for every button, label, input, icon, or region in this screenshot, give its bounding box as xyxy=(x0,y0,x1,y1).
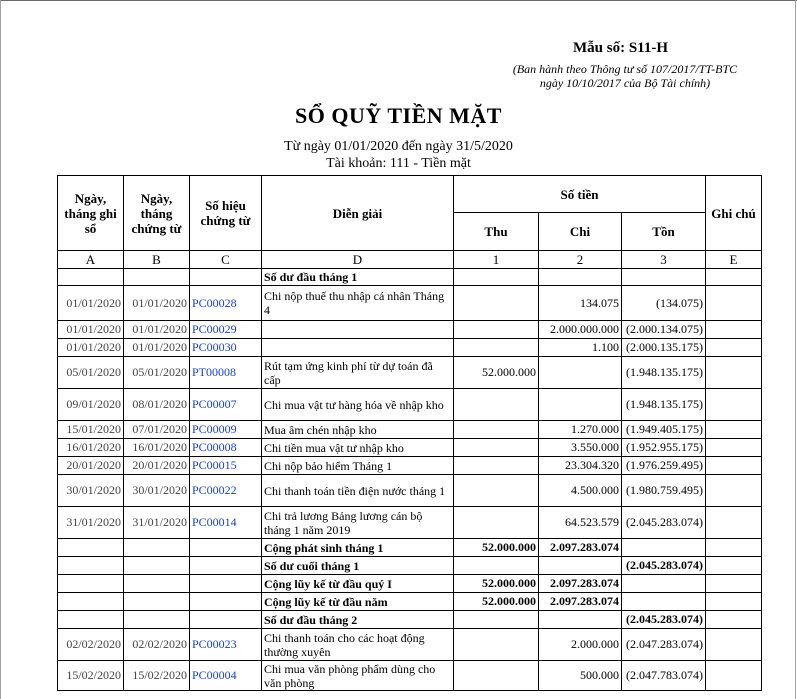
balance-cell xyxy=(622,593,706,611)
entry-date-cell: 20/01/2020 xyxy=(58,457,124,475)
note-cell xyxy=(706,611,762,629)
table-row xyxy=(58,475,762,507)
col-header-receipts: Thu xyxy=(454,213,539,251)
receipts-cell xyxy=(454,629,539,661)
entry-date-cell xyxy=(58,269,124,286)
balance-cell: (2.000.135.175) xyxy=(622,339,706,357)
voucher-no-cell[interactable]: PC00028 xyxy=(190,286,262,321)
voucher-no-cell[interactable]: PT00008 xyxy=(190,357,262,389)
voucher-no-cell[interactable]: PC00014 xyxy=(190,507,262,539)
table-row xyxy=(58,389,762,421)
description-cell: Cộng lũy kế từ đầu quý I xyxy=(262,575,454,593)
receipts-cell xyxy=(454,457,539,475)
note-cell xyxy=(706,629,762,661)
col-header-note: Ghi chú xyxy=(706,176,762,251)
receipts-cell: 52.000.000 xyxy=(454,539,539,557)
note-cell xyxy=(706,507,762,539)
form-code: Mẫu số: S11-H xyxy=(573,40,669,56)
entry-date-cell: 09/01/2020 xyxy=(58,389,124,421)
voucher-date-cell: 05/01/2020 xyxy=(124,357,190,389)
summary-row xyxy=(58,575,762,593)
summary-row xyxy=(58,539,762,557)
receipts-cell: 52.000.000 xyxy=(454,593,539,611)
summary-row xyxy=(58,557,762,575)
table-row xyxy=(58,357,762,389)
receipts-cell xyxy=(454,321,539,339)
entry-date-cell: 02/02/2020 xyxy=(58,629,124,661)
balance-cell: (1.952.955.175) xyxy=(622,439,706,457)
balance-cell: (1.948.135.175) xyxy=(622,357,706,389)
receipts-cell xyxy=(454,389,539,421)
voucher-date-cell: 01/01/2020 xyxy=(124,339,190,357)
page-top-edge xyxy=(0,0,797,1)
entry-date-cell: 01/01/2020 xyxy=(58,286,124,321)
note-cell xyxy=(706,421,762,439)
table-row xyxy=(58,439,762,457)
entry-date-cell: 31/01/2020 xyxy=(58,507,124,539)
description-cell: Chi tiền mua vật tư nhập kho xyxy=(262,439,454,457)
entry-date-cell xyxy=(58,557,124,575)
entry-date-cell: 05/01/2020 xyxy=(58,357,124,389)
note-cell xyxy=(706,357,762,389)
entry-date-cell xyxy=(58,539,124,557)
receipts-cell xyxy=(454,339,539,357)
voucher-date-cell xyxy=(124,593,190,611)
payments-cell: 2.000.000 xyxy=(539,629,622,661)
col-header-balance: Tồn xyxy=(622,213,706,251)
col-header-description: Diễn giải xyxy=(262,176,454,251)
entry-date-cell: 30/01/2020 xyxy=(58,475,124,507)
balance-cell: (1.976.259.495) xyxy=(622,457,706,475)
cash-ledger-table xyxy=(57,175,762,691)
voucher-date-cell: 01/01/2020 xyxy=(124,286,190,321)
note-cell xyxy=(706,269,762,286)
payments-cell: 500.000 xyxy=(539,661,622,691)
balance-cell: (1.948.135.175) xyxy=(622,389,706,421)
balance-cell: (1.980.759.495) xyxy=(622,475,706,507)
payments-cell: 23.304.320 xyxy=(539,457,622,475)
balance-cell: (2.047.783.074) xyxy=(622,661,706,691)
voucher-date-cell: 16/01/2020 xyxy=(124,439,190,457)
account-label: Tài khoản: 111 - Tiền mặt xyxy=(326,156,471,171)
payments-cell: 3.550.000 xyxy=(539,439,622,457)
voucher-no-cell[interactable]: PC00022 xyxy=(190,475,262,507)
issued-note-line-2: ngày 10/10/2017 của Bộ Tài chính) xyxy=(539,76,711,90)
entry-date-cell: 01/01/2020 xyxy=(58,321,124,339)
voucher-no-cell xyxy=(190,593,262,611)
description-cell: Chi nộp thuế thu nhập cá nhân Tháng 4 xyxy=(262,286,454,321)
entry-date-cell: 01/01/2020 xyxy=(58,339,124,357)
entry-date-cell: 15/01/2020 xyxy=(58,421,124,439)
column-letter: C xyxy=(190,251,262,269)
voucher-date-cell: 07/01/2020 xyxy=(124,421,190,439)
voucher-no-cell xyxy=(190,269,262,286)
description-cell: Số dư cuối tháng 1 xyxy=(262,557,454,575)
voucher-no-cell[interactable]: PC00023 xyxy=(190,629,262,661)
payments-cell xyxy=(539,357,622,389)
payments-cell: 2.097.283.074 xyxy=(539,593,622,611)
payments-cell xyxy=(539,557,622,575)
voucher-date-cell xyxy=(124,611,190,629)
payments-cell xyxy=(539,389,622,421)
description-cell: Số dư đầu tháng 1 xyxy=(262,269,454,286)
voucher-date-cell: 30/01/2020 xyxy=(124,475,190,507)
date-range: Từ ngày 01/01/2020 đến ngày 31/5/2020 xyxy=(284,139,513,154)
description-cell: Chi mua văn phòng phẩm dùng cho văn phòng xyxy=(262,661,454,691)
voucher-no-cell[interactable]: PC00008 xyxy=(190,439,262,457)
payments-cell: 1.270.000 xyxy=(539,421,622,439)
voucher-date-cell: 31/01/2020 xyxy=(124,507,190,539)
voucher-no-cell xyxy=(190,611,262,629)
payments-cell: 4.500.000 xyxy=(539,475,622,507)
note-cell xyxy=(706,539,762,557)
voucher-no-cell[interactable]: PC00009 xyxy=(190,421,262,439)
balance-cell: (2.045.283.074) xyxy=(622,611,706,629)
receipts-cell xyxy=(454,557,539,575)
column-letter: E xyxy=(706,251,762,269)
note-cell xyxy=(706,457,762,475)
table-row xyxy=(58,661,762,691)
receipts-cell: 52.000.000 xyxy=(454,357,539,389)
table-row xyxy=(58,507,762,539)
issued-note-line-1: (Ban hành theo Thông tư số 107/2017/TT-BTC xyxy=(512,62,738,76)
description-cell: Chi mua vật tư hàng hóa về nhập kho xyxy=(262,389,454,421)
issued-note xyxy=(440,62,797,90)
voucher-date-cell xyxy=(124,269,190,286)
note-cell xyxy=(706,557,762,575)
voucher-no-cell xyxy=(190,539,262,557)
payments-cell xyxy=(539,269,622,286)
summary-row xyxy=(58,269,762,286)
voucher-date-cell: 15/02/2020 xyxy=(124,661,190,691)
voucher-no-cell xyxy=(190,575,262,593)
payments-cell: 2.097.283.074 xyxy=(539,539,622,557)
note-cell xyxy=(706,475,762,507)
voucher-no-cell[interactable]: PC00007 xyxy=(190,389,262,421)
table-row xyxy=(58,339,762,357)
column-letter-row xyxy=(58,251,762,269)
description-cell: Chi trả lương Bảng lương cán bộ tháng 1 năm 2019 xyxy=(262,507,454,539)
receipts-cell xyxy=(454,475,539,507)
table-row xyxy=(58,321,762,339)
voucher-no-cell[interactable]: PC00004 xyxy=(190,661,262,691)
note-cell xyxy=(706,593,762,611)
payments-cell: 64.523.579 xyxy=(539,507,622,539)
balance-cell: (134.075) xyxy=(622,286,706,321)
voucher-date-cell xyxy=(124,539,190,557)
description-cell xyxy=(262,339,454,357)
receipts-cell xyxy=(454,439,539,457)
column-letter: A xyxy=(58,251,124,269)
description-cell: Số dư đầu tháng 2 xyxy=(262,611,454,629)
entry-date-cell xyxy=(58,593,124,611)
receipts-cell xyxy=(454,611,539,629)
description-cell xyxy=(262,321,454,339)
receipts-cell xyxy=(454,661,539,691)
voucher-date-cell xyxy=(124,557,190,575)
description-cell: Cộng lũy kế từ đầu năm xyxy=(262,593,454,611)
receipts-cell: 52.000.000 xyxy=(454,575,539,593)
col-header-payments: Chi xyxy=(539,213,622,251)
entry-date-cell: 16/01/2020 xyxy=(58,439,124,457)
col-header-voucher-no: Số hiệu chứng từ xyxy=(190,176,262,251)
description-cell: Chi thanh toán cho các hoạt động thường xuyên xyxy=(262,629,454,661)
col-header-voucher-date: Ngày, tháng chứng từ xyxy=(124,176,190,251)
summary-row xyxy=(58,611,762,629)
voucher-date-cell: 20/01/2020 xyxy=(124,457,190,475)
description-cell: Chi thanh toán tiền điện nước tháng 1 xyxy=(262,475,454,507)
column-letter: D xyxy=(262,251,454,269)
column-letter: 1 xyxy=(454,251,539,269)
note-cell xyxy=(706,339,762,357)
description-cell: Rút tạm ứng kinh phí từ dự toán đã cấp xyxy=(262,357,454,389)
summary-row xyxy=(58,593,762,611)
payments-cell: 134.075 xyxy=(539,286,622,321)
payments-cell: 1.100 xyxy=(539,339,622,357)
description-cell: Cộng phát sinh tháng 1 xyxy=(262,539,454,557)
receipts-cell xyxy=(454,269,539,286)
voucher-no-cell[interactable]: PC00029 xyxy=(190,321,262,339)
column-letter: B xyxy=(124,251,190,269)
table-row xyxy=(58,286,762,321)
table-row xyxy=(58,421,762,439)
balance-cell xyxy=(622,539,706,557)
voucher-date-cell: 08/01/2020 xyxy=(124,389,190,421)
entry-date-cell xyxy=(58,611,124,629)
voucher-no-cell[interactable]: PC00030 xyxy=(190,339,262,357)
entry-date-cell: 15/02/2020 xyxy=(58,661,124,691)
description-cell: Mua âm chén nhập kho xyxy=(262,421,454,439)
balance-cell xyxy=(622,575,706,593)
note-cell xyxy=(706,575,762,593)
column-letter: 2 xyxy=(539,251,622,269)
balance-cell: (2.045.283.074) xyxy=(622,507,706,539)
voucher-date-cell xyxy=(124,575,190,593)
voucher-no-cell xyxy=(190,557,262,575)
payments-cell xyxy=(539,611,622,629)
description-cell: Chi nộp bảo hiểm Tháng 1 xyxy=(262,457,454,475)
document-title: SỔ QUỸ TIỀN MẶT xyxy=(295,103,502,128)
balance-cell: (2.000.134.075) xyxy=(622,321,706,339)
voucher-date-cell: 02/02/2020 xyxy=(124,629,190,661)
entry-date-cell xyxy=(58,575,124,593)
ledger-body xyxy=(58,269,762,691)
note-cell xyxy=(706,661,762,691)
col-header-amount-group: Số tiền xyxy=(454,176,706,213)
balance-cell xyxy=(622,269,706,286)
payments-cell: 2.097.283.074 xyxy=(539,575,622,593)
note-cell xyxy=(706,389,762,421)
receipts-cell xyxy=(454,507,539,539)
balance-cell: (2.047.283.074) xyxy=(622,629,706,661)
voucher-no-cell[interactable]: PC00015 xyxy=(190,457,262,475)
table-row xyxy=(58,457,762,475)
receipts-cell xyxy=(454,421,539,439)
col-header-entry-date: Ngày, tháng ghi sổ xyxy=(58,176,124,251)
table-row xyxy=(58,629,762,661)
payments-cell: 2.000.000.000 xyxy=(539,321,622,339)
receipts-cell xyxy=(454,286,539,321)
note-cell xyxy=(706,321,762,339)
note-cell xyxy=(706,286,762,321)
note-cell xyxy=(706,439,762,457)
balance-cell: (2.045.283.074) xyxy=(622,557,706,575)
voucher-date-cell: 01/01/2020 xyxy=(124,321,190,339)
column-letter: 3 xyxy=(622,251,706,269)
balance-cell: (1.949.405.175) xyxy=(622,421,706,439)
